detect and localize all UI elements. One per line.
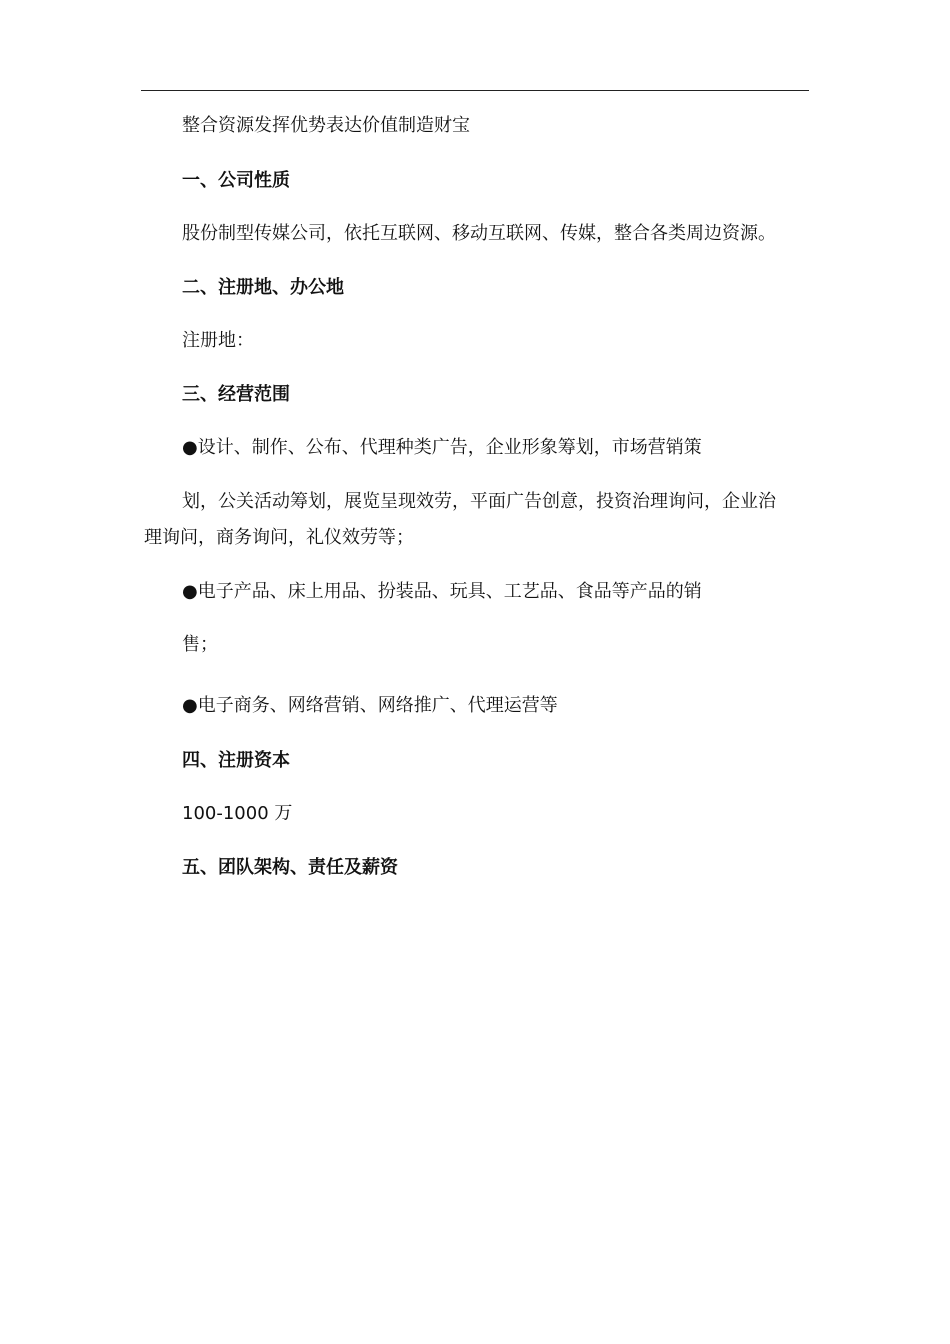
scope-item-1-line-1: ●设计、制作、公布、代理种类广告，企业形象筹划，市场营销策 [182,437,702,458]
nature-text: 股份制型传媒公司，依托互联网、移动互联网、传媒，整合各类周边资源。 [182,223,776,244]
section-heading-capital: 四、注册资本 [182,750,290,771]
section-heading-scope: 三、经营范围 [182,384,290,405]
section-heading-location: 二、注册地、办公地 [182,277,344,298]
registered-label: 注册地： [182,330,254,351]
intro-slogan: 整合资源发挥优势表达价值制造财宝 [182,115,470,136]
scope-item-1-line-3: 理询问，商务询问，礼仪效劳等； [144,527,414,548]
scope-item-1-line-2: 划，公关活动筹划，展览呈现效劳，平面广告创意，投资治理询问，企业治 [182,491,776,512]
scope-item-1-continuation [144,484,816,556]
scope-item-2-line-2: 售； [182,634,218,655]
section-heading-nature: 一、公司性质 [182,170,290,191]
header-rule [141,90,809,91]
section-heading-team: 五、团队架构、责任及薪资 [182,857,398,878]
scope-item-3-line-1: ●电子商务、网络营销、网络推广、代理运营等 [182,695,558,716]
capital-text: 100-1000 万 [182,803,293,824]
scope-item-2-line-1: ●电子产品、床上用品、扮装品、玩具、工艺品、食品等产品的销 [182,581,702,602]
